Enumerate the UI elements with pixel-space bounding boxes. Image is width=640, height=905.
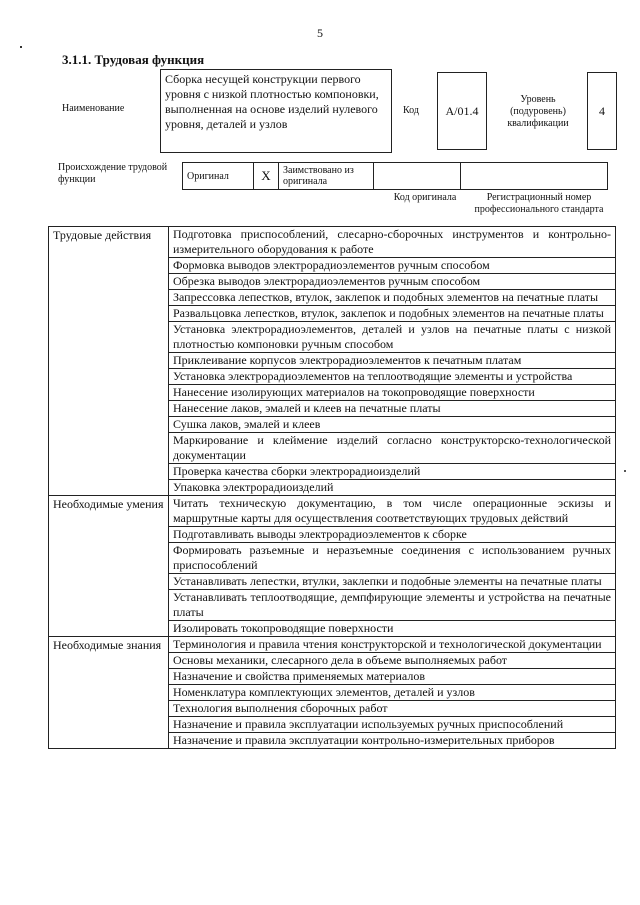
list-item: Устанавливать лепестки, втулки, заклепки и подобные элементы на печатные платы <box>169 574 616 590</box>
list-item: Назначение и свойства применяемых материалов <box>169 669 616 685</box>
list-item: Изолировать токопроводящие поверхности <box>169 621 616 637</box>
function-code-value: А/01.4 <box>437 72 487 150</box>
group-title: Трудовые действия <box>49 227 169 496</box>
list-item: Назначение и правила эксплуатации контрольно-измерительных приборов <box>169 733 616 749</box>
list-item: Основы механики, слесарного дела в объеме выполняемых работ <box>169 653 616 669</box>
list-item: Упаковка электрорадиоизделий <box>169 480 616 496</box>
scan-speck <box>624 470 626 472</box>
list-item: Нанесение изолирующих материалов на токопроводящие поверхности <box>169 385 616 401</box>
list-item: Формировать разъемные и неразъемные соединения с использованием ручных приспособлений <box>169 543 616 574</box>
table-row <box>49 637 616 653</box>
list-item: Нанесение лаков, эмалей и клеев на печатные платы <box>169 401 616 417</box>
list-item: Запрессовка лепестков, втулок, заклепок и подобных элементов на печатные платы <box>169 290 616 306</box>
list-item: Назначение и правила эксплуатации используемых ручных приспособлений <box>169 717 616 733</box>
original-mark: X <box>253 162 279 190</box>
level-label: Уровень (подуровень) квалификации <box>507 94 569 129</box>
scan-speck <box>20 46 22 48</box>
list-item: Формовка выводов электрорадиоэлементов ручным способом <box>169 258 616 274</box>
table-row <box>49 496 616 527</box>
group-title: Необходимые знания <box>49 637 169 749</box>
borrowed-label: Заимствовано из оригинала <box>278 162 374 190</box>
list-item: Читать техническую документацию, в том числе операционные эскизы и маршрутные карты для осуществления соответствующих трудовых действий <box>169 496 616 527</box>
list-item: Маркирование и клеймение изделий согласно конструкторско-технологической документации <box>169 433 616 464</box>
original-code-cell <box>373 162 461 190</box>
list-item: Подготовка приспособлений, слесарно-сборочных инструментов и контрольно-измерительного оборудования к работе <box>169 227 616 258</box>
list-item: Номенклатура комплектующих элементов, деталей и узлов <box>169 685 616 701</box>
code-label: Код <box>403 105 419 116</box>
group-title: Необходимые умения <box>49 496 169 637</box>
reg-number-cell <box>460 162 608 190</box>
function-name-value: Сборка несущей конструкции первого уровня с низкой плотностью компоновки, выполненная на основе изделий нулевого уровня, деталей и узлов <box>160 69 392 153</box>
page-number: 5 <box>317 26 323 40</box>
reg-number-caption: Регистрационный номер профессионального стандарта <box>474 192 604 215</box>
list-item: Установка электрорадиоэлементов на теплоотводящие элементы и устройства <box>169 369 616 385</box>
table-row <box>49 227 616 258</box>
list-item: Обрезка выводов электрорадиоэлементов ручным способом <box>169 274 616 290</box>
qualification-level-value: 4 <box>587 72 617 150</box>
list-item: Проверка качества сборки электрорадиоизделий <box>169 464 616 480</box>
list-item: Технология выполнения сборочных работ <box>169 701 616 717</box>
list-item: Сушка лаков, эмалей и клеев <box>169 417 616 433</box>
original-label: Оригинал <box>182 162 254 190</box>
name-label: Наименование <box>62 103 125 114</box>
origin-table <box>183 162 609 190</box>
labor-function-table <box>48 226 616 749</box>
section-title: 3.1.1. Трудовая функция <box>62 52 205 67</box>
code-original-caption: Код оригинала <box>393 192 457 203</box>
list-item: Развальцовка лепестков, втулок, заклепок и подобных элементов на печатные платы <box>169 306 616 322</box>
list-item: Терминология и правила чтения конструкторской и технологической документации <box>169 637 616 653</box>
list-item: Установка электрорадиоэлементов, деталей и узлов на печатные платы с низкой плотностью компоновки ручным способом <box>169 322 616 353</box>
origin-label: Происхождение трудовой функции <box>58 162 168 185</box>
list-item: Приклеивание корпусов электрорадиоэлементов к печатным платам <box>169 353 616 369</box>
list-item: Устанавливать теплоотводящие, демпфирующие элементы и устройства на печатные платы <box>169 590 616 621</box>
list-item: Подготавливать выводы электрорадиоэлементов к сборке <box>169 527 616 543</box>
